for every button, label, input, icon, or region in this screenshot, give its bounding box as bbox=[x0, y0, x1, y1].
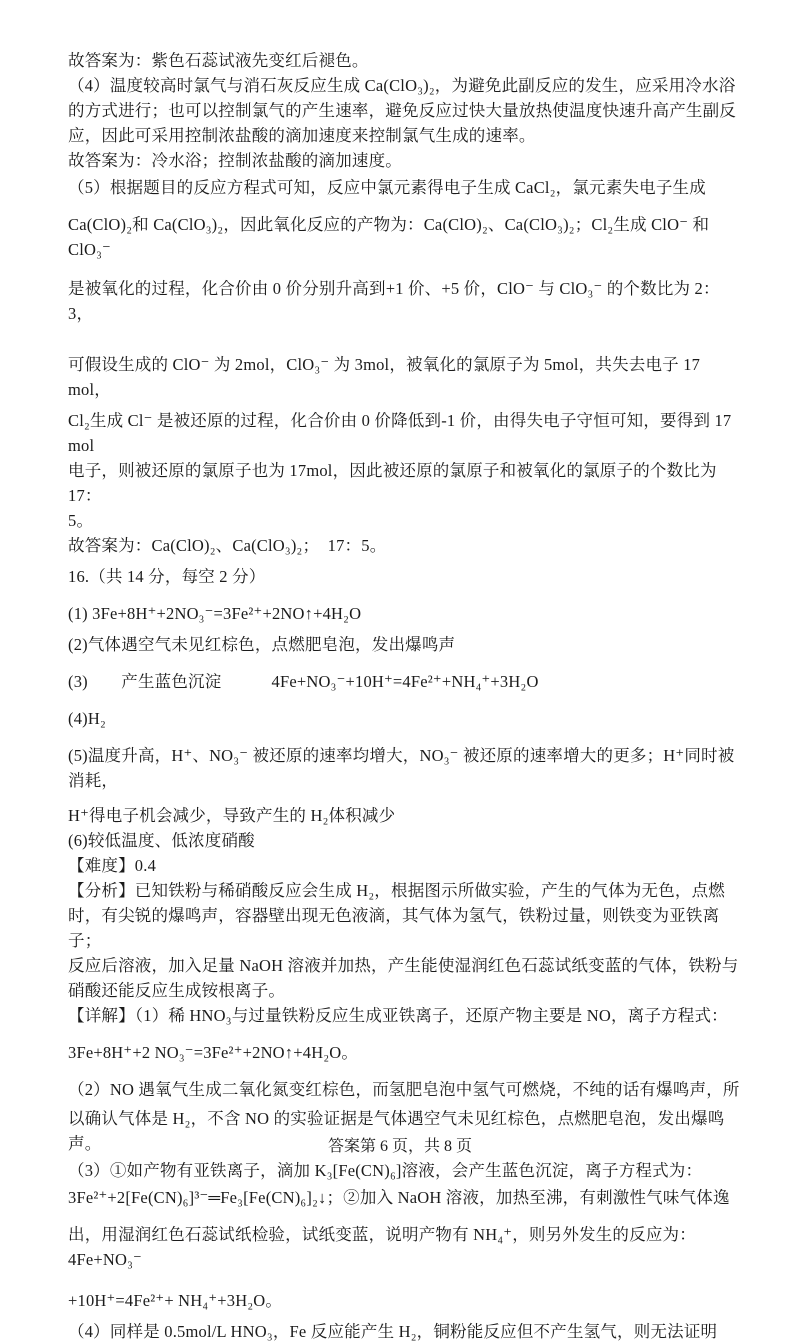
doc-line: (2)气体遇空气未见红棕色，点燃肥皂泡，发出爆鸣声 bbox=[68, 635, 456, 654]
doc-line: 16.（共 14 分，每空 2 分） bbox=[68, 567, 266, 586]
doc-line: 的方式进行；也可以控制氯气的产生速率，避免反应过快大量放热使温度快速升高产生副反 bbox=[68, 101, 736, 120]
page-footer: 答案第 6 页，共 8 页 bbox=[327, 1138, 472, 1155]
doc-line: （5）根据题目的反应方程式可知，反应中氯元素得电子生成 CaCl₂，氯元素失电子生成 bbox=[68, 178, 706, 197]
doc-line: 出，用湿润红色石蕊试纸检验，试纸变蓝，说明产物有 NH₄⁺，则另外发生的反应为：4Fe+NO₃⁻ bbox=[68, 1225, 696, 1269]
doc-line: H⁺得电子机会减少，导致产生的 H₂体积减少 bbox=[68, 806, 396, 825]
doc-line: （4）温度较高时氯气与消石灰反应生成 Ca(ClO₃)₂，为避免此副反应的发生，应采用冷水浴 bbox=[68, 76, 736, 95]
doc-line: 反应后溶液，加入足量 NaOH 溶液并加热，产生能使湿润红色石蕊试纸变蓝的气体，铁粉与 bbox=[68, 956, 739, 975]
doc-line: 可假设生成的 ClO⁻ 为 2mol，ClO₃⁻ 为 3mol，被氧化的氯原子为 5mol，共失去电子 17 mol， bbox=[68, 355, 705, 399]
doc-line: 3Fe+8H⁺+2 NO₃⁻=3Fe²⁺+2NO↑+4H₂O。 bbox=[68, 1043, 359, 1062]
doc-line: 【分析】已知铁粉与稀硝酸反应会生成 H₂，根据图示所做实验，产生的气体为无色，点燃 bbox=[68, 881, 725, 900]
doc-line: 以确认气体是 H₂，不含 NO 的实验证据是气体遇空气未见红棕色，点燃肥皂泡，发出爆鸣声。 bbox=[68, 1109, 725, 1153]
doc-line: 3Fe²⁺+2[Fe(CN)₆]³⁻═Fe₃[Fe(CN)₆]₂↓；②加入 NaOH 溶液，加热至沸，有刺激性气味气体逸 bbox=[68, 1188, 730, 1207]
doc-line: 【难度】0.4 bbox=[68, 856, 157, 875]
doc-line: +10H⁺=4Fe²⁺+ NH₄⁺+3H₂O。 bbox=[68, 1291, 283, 1310]
doc-line: (5)温度升高，H⁺、NO₃⁻ 被还原的速率均增大，NO₃⁻ 被还原的速率增大的更多；H⁺同时被消耗， bbox=[68, 746, 735, 790]
doc-line: Cl₂生成 Cl⁻ 是被还原的过程，化合价由 0 价降低到-1 价，由得失电子守恒可知，要得到 17 mol bbox=[68, 411, 736, 455]
doc-line: (6)较低温度、低浓度硝酸 bbox=[68, 831, 255, 850]
doc-line: （2）NO 遇氧气生成二氧化氮变红棕色，而氢肥皂泡中氢气可燃烧，不纯的话有爆鸣声，所 bbox=[68, 1080, 740, 1099]
doc-line: (3) 产生蓝色沉淀 4Fe+NO₃⁻+10H⁺=4Fe²⁺+NH₄⁺+3H₂O bbox=[68, 672, 539, 691]
doc-line: 5。 bbox=[68, 511, 94, 530]
doc-line: Ca(ClO)₂和 Ca(ClO₃)₂，因此氧化反应的产物为：Ca(ClO)₂、Ca(ClO₃)₂；Cl₂生成 ClO⁻ 和 ClO₃⁻ bbox=[68, 215, 714, 259]
doc-line: 故答案为：Ca(ClO)₂、Ca(ClO₃)₂； 17：5。 bbox=[68, 536, 387, 555]
doc-line: 电子，则被还原的氯原子也为 17mol，因此被还原的氯原子和被氧化的氯原子的个数比为 17： bbox=[68, 461, 722, 505]
doc-line: （4）同样是 0.5mol/L HNO₃，Fe 反应能产生 H₂，铜粉能反应但不产生氢气，则无法证明 bbox=[68, 1322, 718, 1341]
doc-line: 故答案为：紫色石蕊试液先变红后褪色。 bbox=[68, 51, 369, 70]
doc-line: （3）①如产物有亚铁离子，滴加 K₃[Fe(CN)₆]溶液，会产生蓝色沉淀，离子方程式为： bbox=[68, 1161, 703, 1180]
doc-line: 应，因此可采用控制浓盐酸的滴加速度来控制氯气生成的速率。 bbox=[68, 126, 536, 145]
doc-line: (1) 3Fe+8H⁺+2NO₃⁻=3Fe²⁺+2NO↑+4H₂O bbox=[68, 604, 362, 623]
doc-line: 硝酸还能反应生成铵根离子。 bbox=[68, 981, 286, 1000]
doc-line: 是被氧化的过程，化合价由 0 价分别升高到+1 价、+5 价，ClO⁻ 与 ClO₃⁻ 的个数比为 2：3， bbox=[68, 279, 720, 323]
doc-line: 故答案为：冷水浴；控制浓盐酸的滴加速度。 bbox=[68, 151, 402, 170]
doc-line: (4)H₂ bbox=[68, 709, 106, 728]
doc-line: 时，有尖锐的爆鸣声，容器壁出现无色液滴，其气体为氢气，铁粉过量，则铁变为亚铁离子； bbox=[68, 906, 720, 950]
doc-line: 【详解】（1）稀 HNO₃与过量铁粉反应生成亚铁离子，还原产物主要是 NO，离子方程式： bbox=[68, 1006, 728, 1025]
